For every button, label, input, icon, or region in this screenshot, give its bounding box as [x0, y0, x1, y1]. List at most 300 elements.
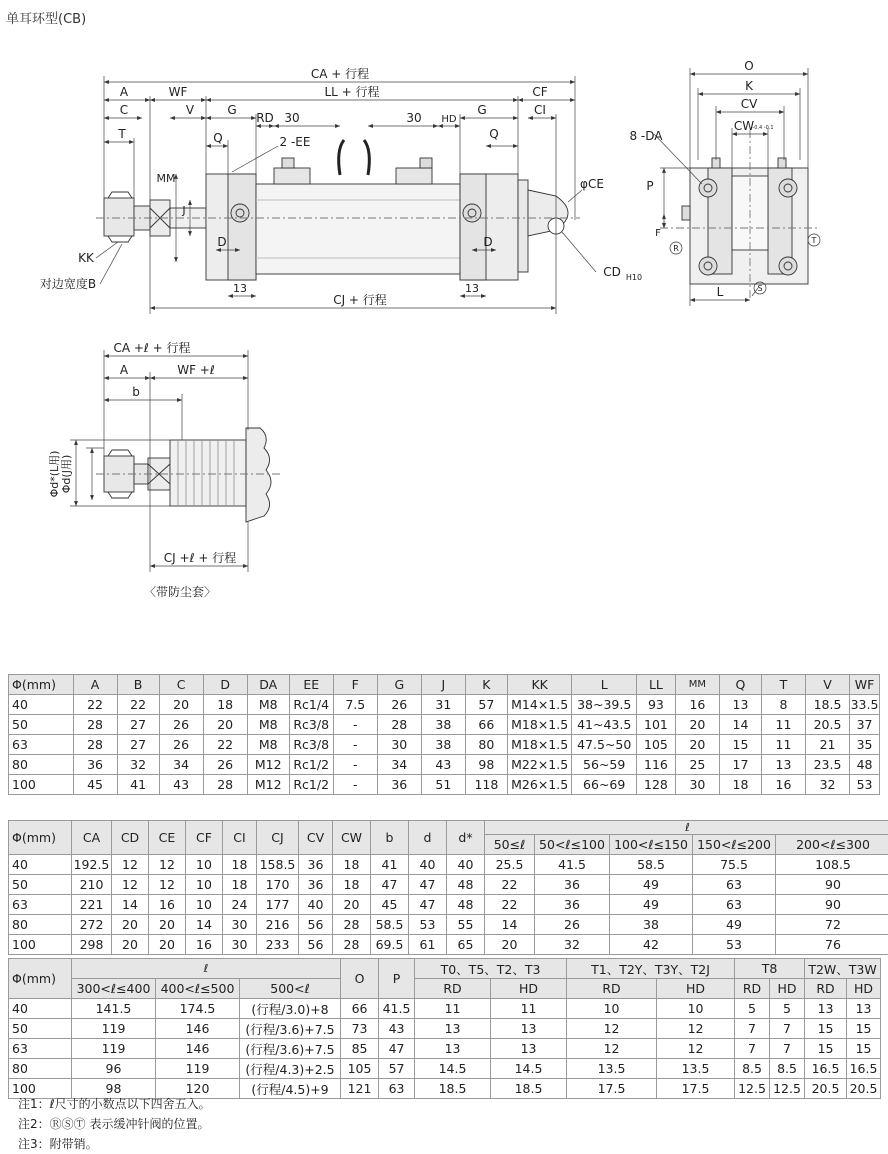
- table1-cell: 56~59: [572, 755, 637, 775]
- table1-header: LL: [636, 675, 675, 695]
- table1-header: F: [333, 675, 377, 695]
- side-dim-l: L: [717, 285, 724, 299]
- table1-cell: 43: [159, 775, 203, 795]
- table1-cell: 11: [761, 715, 805, 735]
- table2-row-label: 100: [9, 935, 72, 955]
- table2-cell: 49: [610, 895, 693, 915]
- table2-header: d: [409, 821, 447, 855]
- page-title: 单耳环型(CB): [6, 8, 86, 27]
- table1-cell: 66: [465, 715, 507, 735]
- table3-cell: 10: [567, 999, 657, 1019]
- table2-cell: 32: [535, 935, 610, 955]
- table3-subheader: HD: [491, 979, 567, 999]
- table2-cell: 20: [112, 935, 149, 955]
- table3-cell: 11: [415, 999, 491, 1019]
- table2-cell: 16: [149, 895, 186, 915]
- table2-cell: 56: [299, 935, 333, 955]
- dim-t: T: [117, 127, 126, 141]
- table2-cell: 18: [333, 855, 371, 875]
- table2-cell: 20: [149, 915, 186, 935]
- dim-q1: Q: [213, 131, 222, 145]
- dim-ll: LL + 行程: [324, 85, 379, 99]
- table2-cell: 55: [447, 915, 485, 935]
- table1-cell: 47.5~50: [572, 735, 637, 755]
- table2-cell: 20: [149, 935, 186, 955]
- dim-c: C: [120, 103, 128, 117]
- table1-header: MM: [675, 675, 719, 695]
- dim-rd: RD: [256, 111, 274, 125]
- table2-cell: 65: [447, 935, 485, 955]
- table3-subheader-row: [9, 979, 881, 999]
- table3-cell: 13: [415, 1039, 491, 1059]
- side-dim-f: F: [655, 228, 661, 239]
- table1-cell: 66~69: [572, 775, 637, 795]
- table3-cell: 119: [156, 1059, 240, 1079]
- table1-cell: 28: [73, 715, 117, 735]
- table2-cell: 76: [776, 935, 888, 955]
- table1-cell: 20.5: [806, 715, 850, 735]
- table1-cell: 25: [675, 755, 719, 775]
- table3-group-header: T2W、T3W: [805, 959, 881, 979]
- table3-cell: (行程/3.0)+8: [240, 999, 341, 1019]
- table2-cell: 40: [447, 855, 485, 875]
- table2-cell: 12: [112, 855, 149, 875]
- table2-cell: 14: [186, 915, 223, 935]
- table3-cell: 18.5: [491, 1079, 567, 1099]
- table1-cell: 43: [421, 755, 465, 775]
- table2-row: [9, 935, 888, 955]
- table1-cell: Rc3/8: [289, 715, 333, 735]
- table1-header: WF: [850, 675, 880, 695]
- dim-kk: KK: [78, 251, 95, 265]
- table1-cell: Rc1/2: [289, 775, 333, 795]
- table3-cell: (行程/3.6)+7.5: [240, 1039, 341, 1059]
- side-dim-k: K: [745, 79, 754, 93]
- table3-cell: 66: [341, 999, 379, 1019]
- table2-cell: 41.5: [535, 855, 610, 875]
- table1-header: Φ(mm): [9, 675, 74, 695]
- table2-cell: 221: [72, 895, 112, 915]
- table2-cell: 47: [409, 895, 447, 915]
- table3-cell: 13: [415, 1019, 491, 1039]
- table2-cell: 49: [693, 915, 776, 935]
- table3-subheader: RD: [567, 979, 657, 999]
- table1-cell: 37: [850, 715, 880, 735]
- dim-v: V: [186, 103, 195, 117]
- table2-cell: 210: [72, 875, 112, 895]
- table2-cell: 25.5: [485, 855, 535, 875]
- table1-header: KK: [507, 675, 572, 695]
- dim-cf: CF: [532, 85, 547, 99]
- boot-dim-dl: Φd*(L用): [48, 451, 61, 498]
- table3-group-header: T8: [735, 959, 805, 979]
- table1-header: G: [377, 675, 421, 695]
- table1-header: A: [73, 675, 117, 695]
- table2-cell: 47: [371, 875, 409, 895]
- dim-flat: 对边宽度B: [40, 276, 96, 291]
- table1-row-label: 40: [9, 695, 74, 715]
- table1-cell: 36: [377, 775, 421, 795]
- table1-cell: Rc1/2: [289, 755, 333, 775]
- table2-cell: 108.5: [776, 855, 888, 875]
- note-3: 注3：附带销。: [18, 1134, 211, 1154]
- table3-cell: 96: [72, 1059, 156, 1079]
- table3-cell: 16.5: [805, 1059, 847, 1079]
- table3-cell: 15: [847, 1019, 881, 1039]
- table2-cell: 298: [72, 935, 112, 955]
- table2-cell: 158.5: [257, 855, 299, 875]
- table1-cell: M18×1.5: [507, 715, 572, 735]
- table1-cell: 11: [761, 735, 805, 755]
- table2-cell: 72: [776, 915, 888, 935]
- note-2: 注2：ⓇⓈⓉ 表示缓冲针阀的位置。: [18, 1114, 211, 1134]
- table3-header-row: [9, 959, 881, 979]
- table1-header: V: [806, 675, 850, 695]
- table3-cell: 15: [847, 1039, 881, 1059]
- table2-cell: 58.5: [371, 915, 409, 935]
- table1-cell: M12: [247, 755, 289, 775]
- table3-cell: 120: [156, 1079, 240, 1099]
- table1-row-label: 80: [9, 755, 74, 775]
- dim-d1: D: [217, 235, 226, 249]
- table3-cell: 12: [567, 1039, 657, 1059]
- table2-cell: 48: [447, 895, 485, 915]
- table1-cell: 32: [806, 775, 850, 795]
- table1-cell: 26: [203, 755, 247, 775]
- table2-cell: 45: [371, 895, 409, 915]
- table2-cell: 36: [299, 855, 333, 875]
- table2-cell: 20: [333, 895, 371, 915]
- table2-cell: 18: [223, 875, 257, 895]
- table1-body: [9, 695, 880, 795]
- side-mark-t: T: [811, 236, 817, 245]
- table2-row: [9, 895, 888, 915]
- table1-cell: 23.5: [806, 755, 850, 775]
- dim-cd-sub: H10: [626, 273, 642, 282]
- table1-cell: 34: [377, 755, 421, 775]
- table2-cell: 12: [112, 875, 149, 895]
- table3-cell: 13.5: [567, 1059, 657, 1079]
- table3-subheader: 500<ℓ: [240, 979, 341, 999]
- table2-cell: 10: [186, 895, 223, 915]
- table1-cell: 31: [421, 695, 465, 715]
- table2-cell: 40: [409, 855, 447, 875]
- table3-row-label: 63: [9, 1039, 72, 1059]
- table1-cell: 30: [675, 775, 719, 795]
- table1-cell: 45: [73, 775, 117, 795]
- table2-cell: 41: [371, 855, 409, 875]
- table1-cell: 13: [719, 695, 761, 715]
- spec-table-3: [8, 958, 881, 1099]
- note-1: 注1：ℓ尺寸的小数点以下四舍五入。: [18, 1094, 211, 1114]
- table2-header: CJ: [257, 821, 299, 855]
- table1-cell: 20: [675, 715, 719, 735]
- table2-cell: 18: [333, 875, 371, 895]
- table1-cell: 14: [719, 715, 761, 735]
- table1-cell: 98: [465, 755, 507, 775]
- table1-cell: -: [333, 735, 377, 755]
- table1-row-label: 100: [9, 775, 74, 795]
- table1-row: [9, 755, 880, 775]
- table1-cell: M14×1.5: [507, 695, 572, 715]
- table1-cell: -: [333, 755, 377, 775]
- table1-cell: 16: [761, 775, 805, 795]
- table3-cell: 141.5: [72, 999, 156, 1019]
- table2-cell: 63: [693, 895, 776, 915]
- table2-cell: 177: [257, 895, 299, 915]
- table2-cell: 38: [610, 915, 693, 935]
- table1-header-row: [9, 675, 880, 695]
- table3-header: P: [379, 959, 415, 999]
- boot-dim-a: A: [120, 363, 129, 377]
- table2-cell: 47: [409, 875, 447, 895]
- table1-cell: 35: [850, 735, 880, 755]
- table1-cell: 18: [203, 695, 247, 715]
- table2-cell: 90: [776, 895, 888, 915]
- table3-cell: 20.5: [847, 1079, 881, 1099]
- table3-header: Φ(mm): [9, 959, 72, 999]
- table2-subheader: 50<ℓ≤100: [535, 835, 610, 855]
- table1-cell: M26×1.5: [507, 775, 572, 795]
- table1-cell: 20: [203, 715, 247, 735]
- table1-cell: M8: [247, 695, 289, 715]
- table1-cell: 18: [719, 775, 761, 795]
- dim-ca: CA + 行程: [311, 67, 369, 81]
- table2-cell: 90: [776, 875, 888, 895]
- dim-j: J: [181, 204, 185, 217]
- table2-header: CF: [186, 821, 223, 855]
- table3-row: [9, 999, 881, 1019]
- dim-ci: CI: [534, 103, 546, 117]
- table3-cell: 12.5: [770, 1079, 805, 1099]
- table3-cell: 63: [379, 1079, 415, 1099]
- table2-row: [9, 915, 888, 935]
- table2-cell: 18: [223, 855, 257, 875]
- table2-header: b: [371, 821, 409, 855]
- table1-cell: 7.5: [333, 695, 377, 715]
- table2-cell: 30: [223, 915, 257, 935]
- table2-row-label: 40: [9, 855, 72, 875]
- dim-30a: 30: [284, 111, 299, 125]
- table3-subheader: HD: [847, 979, 881, 999]
- table3-subheader: RD: [415, 979, 491, 999]
- table3-subheader: RD: [735, 979, 770, 999]
- table3-cell: 18.5: [415, 1079, 491, 1099]
- table3-cell: (行程/3.6)+7.5: [240, 1019, 341, 1039]
- table3-cell: 13: [805, 999, 847, 1019]
- table1-row: [9, 715, 880, 735]
- table2-header: CD: [112, 821, 149, 855]
- table2-body: [9, 855, 888, 955]
- table1-header: T: [761, 675, 805, 695]
- table1-cell: 101: [636, 715, 675, 735]
- table2-cell: 20: [112, 915, 149, 935]
- table1-row-label: 63: [9, 735, 74, 755]
- table2-header: CW: [333, 821, 371, 855]
- table3-cell: 57: [379, 1059, 415, 1079]
- table3-body: [9, 999, 881, 1099]
- table1-cell: 51: [421, 775, 465, 795]
- table3-cell: 73: [341, 1019, 379, 1039]
- spec-table-1: [8, 674, 880, 795]
- table3-cell: 121: [341, 1079, 379, 1099]
- table1-cell: 38: [421, 715, 465, 735]
- table3-cell: 5: [735, 999, 770, 1019]
- side-mark-r: R: [673, 244, 679, 253]
- dim-q2: Q: [489, 127, 498, 141]
- table1-header: Q: [719, 675, 761, 695]
- table1-cell: 28: [73, 735, 117, 755]
- table3-ell-header: ℓ: [72, 959, 341, 979]
- table3-cell: 10: [657, 999, 735, 1019]
- table3-cell: 14.5: [491, 1059, 567, 1079]
- dim-13b: 13: [465, 282, 479, 295]
- table2-cell: 16: [186, 935, 223, 955]
- table2-cell: 40: [299, 895, 333, 915]
- table2-cell: 48: [447, 875, 485, 895]
- table3-cell: 13.5: [657, 1059, 735, 1079]
- table2-cell: 24: [223, 895, 257, 915]
- cylinder-side-view: [96, 140, 580, 280]
- table3-cell: 7: [770, 1019, 805, 1039]
- table1-cell: Rc3/8: [289, 735, 333, 755]
- table3-cell: 146: [156, 1039, 240, 1059]
- table2-cell: 10: [186, 875, 223, 895]
- table1-cell: Rc1/4: [289, 695, 333, 715]
- table2-row-label: 80: [9, 915, 72, 935]
- table3-cell: 41.5: [379, 999, 415, 1019]
- side-mark-s: S: [757, 284, 762, 293]
- table2-ell-header: ℓ: [485, 821, 888, 835]
- table3-cell: 105: [341, 1059, 379, 1079]
- table3-cell: 7: [735, 1039, 770, 1059]
- table3-group-header: T1、T2Y、T3Y、T2J: [567, 959, 735, 979]
- table1-cell: 21: [806, 735, 850, 755]
- table2-cell: 53: [693, 935, 776, 955]
- table1-cell: 41~43.5: [572, 715, 637, 735]
- dim-hd: HD: [441, 114, 457, 125]
- table2-cell: 28: [333, 935, 371, 955]
- table2-cell: 12: [149, 875, 186, 895]
- table1-cell: 34: [159, 755, 203, 775]
- table1-cell: 28: [203, 775, 247, 795]
- table3-cell: 7: [770, 1039, 805, 1059]
- table1-header: J: [421, 675, 465, 695]
- table3-cell: 85: [341, 1039, 379, 1059]
- table1-header: EE: [289, 675, 333, 695]
- table1-row: [9, 775, 880, 795]
- table3-cell: 15: [805, 1019, 847, 1039]
- table2-cell: 56: [299, 915, 333, 935]
- side-dim-o: O: [744, 59, 753, 73]
- table1-cell: 116: [636, 755, 675, 775]
- table2-header: CA: [72, 821, 112, 855]
- table3-subheader: RD: [805, 979, 847, 999]
- table2-header: d*: [447, 821, 485, 855]
- table1-cell: 20: [159, 695, 203, 715]
- table1-cell: 32: [117, 755, 159, 775]
- table3-subheader: HD: [657, 979, 735, 999]
- table3-cell: 12: [567, 1019, 657, 1039]
- table1-cell: 41: [117, 775, 159, 795]
- table2-cell: 30: [223, 935, 257, 955]
- dust-boot-view: [96, 428, 280, 522]
- table3-cell: 12.5: [735, 1079, 770, 1099]
- table3-cell: 119: [72, 1039, 156, 1059]
- table1-header: L: [572, 675, 637, 695]
- table2-cell: 28: [333, 915, 371, 935]
- table3-row-label: 40: [9, 999, 72, 1019]
- side-dim-da: 8 -DA: [629, 129, 663, 143]
- table1-cell: 8: [761, 695, 805, 715]
- table2-row: [9, 875, 888, 895]
- table2-cell: 272: [72, 915, 112, 935]
- table3-row: [9, 1019, 881, 1039]
- table3-row-label: 100: [9, 1079, 72, 1099]
- table1-cell: M12: [247, 775, 289, 795]
- dim-g1: G: [227, 103, 236, 117]
- table3-cell: 13: [847, 999, 881, 1019]
- table1-cell: 20: [675, 735, 719, 755]
- table2-subheader: 200<ℓ≤300: [776, 835, 888, 855]
- table1-cell: -: [333, 775, 377, 795]
- table3-row-label: 80: [9, 1059, 72, 1079]
- table3-row: [9, 1039, 881, 1059]
- table1-cell: 26: [159, 715, 203, 735]
- table3-cell: 12: [657, 1039, 735, 1059]
- table3-cell: 8.5: [770, 1059, 805, 1079]
- boot-caption: 〈带防尘套〉: [144, 584, 216, 599]
- dim-ee: 2 -EE: [280, 135, 311, 149]
- table1-cell: 128: [636, 775, 675, 795]
- dim-cd: CD: [603, 265, 621, 279]
- side-dim-cw-tol: -0.4 -0.1: [752, 125, 773, 131]
- table2-row-label: 50: [9, 875, 72, 895]
- table2-cell: 36: [535, 875, 610, 895]
- table3-subheader: 400<ℓ≤500: [156, 979, 240, 999]
- table1-header: D: [203, 675, 247, 695]
- table1-row: [9, 735, 880, 755]
- table2-cell: 61: [409, 935, 447, 955]
- table3-cell: 11: [491, 999, 567, 1019]
- table2-cell: 36: [299, 875, 333, 895]
- table1-cell: M18×1.5: [507, 735, 572, 755]
- table2-cell: 14: [112, 895, 149, 915]
- table3-cell: 13: [491, 1019, 567, 1039]
- table1-cell: 118: [465, 775, 507, 795]
- table1-cell: 93: [636, 695, 675, 715]
- table3-row: [9, 1059, 881, 1079]
- dim-cj: CJ + 行程: [333, 293, 387, 307]
- table2-subheader: 100<ℓ≤150: [610, 835, 693, 855]
- dim-d2: D: [483, 235, 492, 249]
- table3-cell: 14.5: [415, 1059, 491, 1079]
- table1-cell: 53: [850, 775, 880, 795]
- table3-cell: 20.5: [805, 1079, 847, 1099]
- table3-cell: 15: [805, 1039, 847, 1059]
- table1-cell: 38: [421, 735, 465, 755]
- table3-cell: 47: [379, 1039, 415, 1059]
- table2-cell: 22: [485, 895, 535, 915]
- table3-cell: 12: [657, 1019, 735, 1039]
- table1-cell: 15: [719, 735, 761, 755]
- table2-row: [9, 855, 888, 875]
- side-dim-p: P: [646, 179, 653, 193]
- table1-cell: 105: [636, 735, 675, 755]
- table2-subheader: 150<ℓ≤200: [693, 835, 776, 855]
- table2-cell: 36: [535, 895, 610, 915]
- table2-cell: 26: [535, 915, 610, 935]
